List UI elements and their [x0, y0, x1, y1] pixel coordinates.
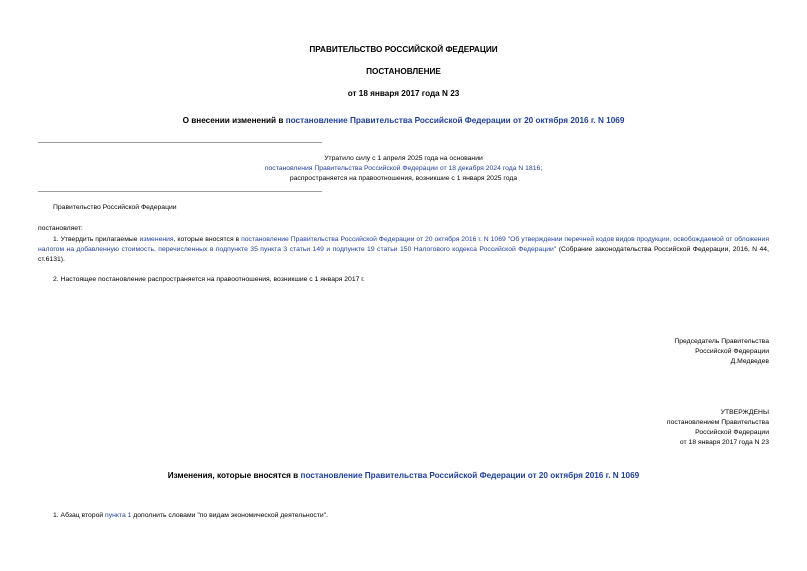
- decree-1069-full-link[interactable]: постановление Правительства Российской Федерации от 20 октября 2016 г. N 1069 "Об утверждении перечней кодов видов продукции, освобождаемой от обложения налогом на добавленную стоимость, перечисленных в подпункте 35 пункта 3 статьи 149 и подпункте 19 статьи 150 Налогового кодекса Российской Федерации": [38, 236, 770, 253]
- document-date-number: от 18 января 2017 года N 23: [347, 89, 460, 98]
- amended-decree-link[interactable]: постановление Правительства Российской Федерации от 20 октября 2016 г. N 1069: [285, 116, 625, 125]
- document-title-prefix: О внесении изменений в: [182, 116, 286, 125]
- change-item-1-suffix: дополнить словами "по видам экономической деятельности".: [131, 512, 329, 519]
- status-note-line2-suffix: ;: [540, 165, 543, 172]
- paragraph-2: 2. Настоящее постановление распространяется на правоотношения, возникшие с 1 января 2017 г.: [53, 276, 365, 283]
- approval-line1: УТВЕРЖДЕНЫ: [720, 409, 769, 416]
- changes-decree-link[interactable]: постановление Правительства Российской Федерации от 20 октября 2016 г. N 1069: [300, 471, 640, 480]
- point-1-link[interactable]: пункта 1: [105, 512, 132, 519]
- divider-top: [38, 142, 322, 143]
- changes-link[interactable]: изменения: [139, 236, 174, 243]
- signature-name: Д.Медведев: [730, 358, 769, 365]
- approval-line4: от 18 января 2017 года N 23: [679, 439, 769, 446]
- signature-block: [674, 337, 769, 367]
- changes-title: [0, 471, 807, 480]
- divider-bottom: [38, 191, 322, 192]
- document-type: ПОСТАНОВЛЕНИЕ: [366, 67, 441, 76]
- signature-position: Председатель Правительства: [674, 338, 769, 345]
- status-note-line3: распространяется на правоотношения, возникшие с 1 января 2025 года: [289, 175, 518, 182]
- issuer: Правительство Российской Федерации: [53, 204, 177, 211]
- approval-block: [667, 408, 769, 448]
- changes-title-prefix: Изменения, которые вносятся в: [167, 471, 301, 480]
- status-note: [0, 154, 807, 184]
- repealing-decree-link[interactable]: постановления Правительства Российской Федерации от 18 декабря 2024 года N 1816: [264, 165, 541, 172]
- paragraph-1-text-3: (Собрание законодательства Российской Федерации, 2016, N 44, ст.6131).: [38, 246, 769, 263]
- document-title: [0, 116, 807, 125]
- decides: постановляет:: [38, 225, 83, 232]
- signature-government: Российской Федерации: [695, 348, 769, 355]
- change-item-1: [53, 511, 328, 521]
- approval-line2: постановлением Правительства: [666, 419, 769, 426]
- paragraph-1-text-2: , которые вносятся в: [173, 236, 242, 243]
- paragraph-1: [38, 235, 769, 265]
- paragraph-1-text-1: 1. Утвердить прилагаемые: [53, 236, 140, 243]
- status-note-line2: [0, 164, 807, 174]
- government-heading: ПРАВИТЕЛЬСТВО РОССИЙСКОЙ ФЕДЕРАЦИИ: [309, 45, 498, 54]
- approval-line3: Российской Федерации: [695, 429, 769, 436]
- change-item-1-prefix: 1. Абзац второй: [53, 512, 106, 519]
- status-note-line1: Утратило силу с 1 апреля 2025 года на основании: [324, 155, 483, 162]
